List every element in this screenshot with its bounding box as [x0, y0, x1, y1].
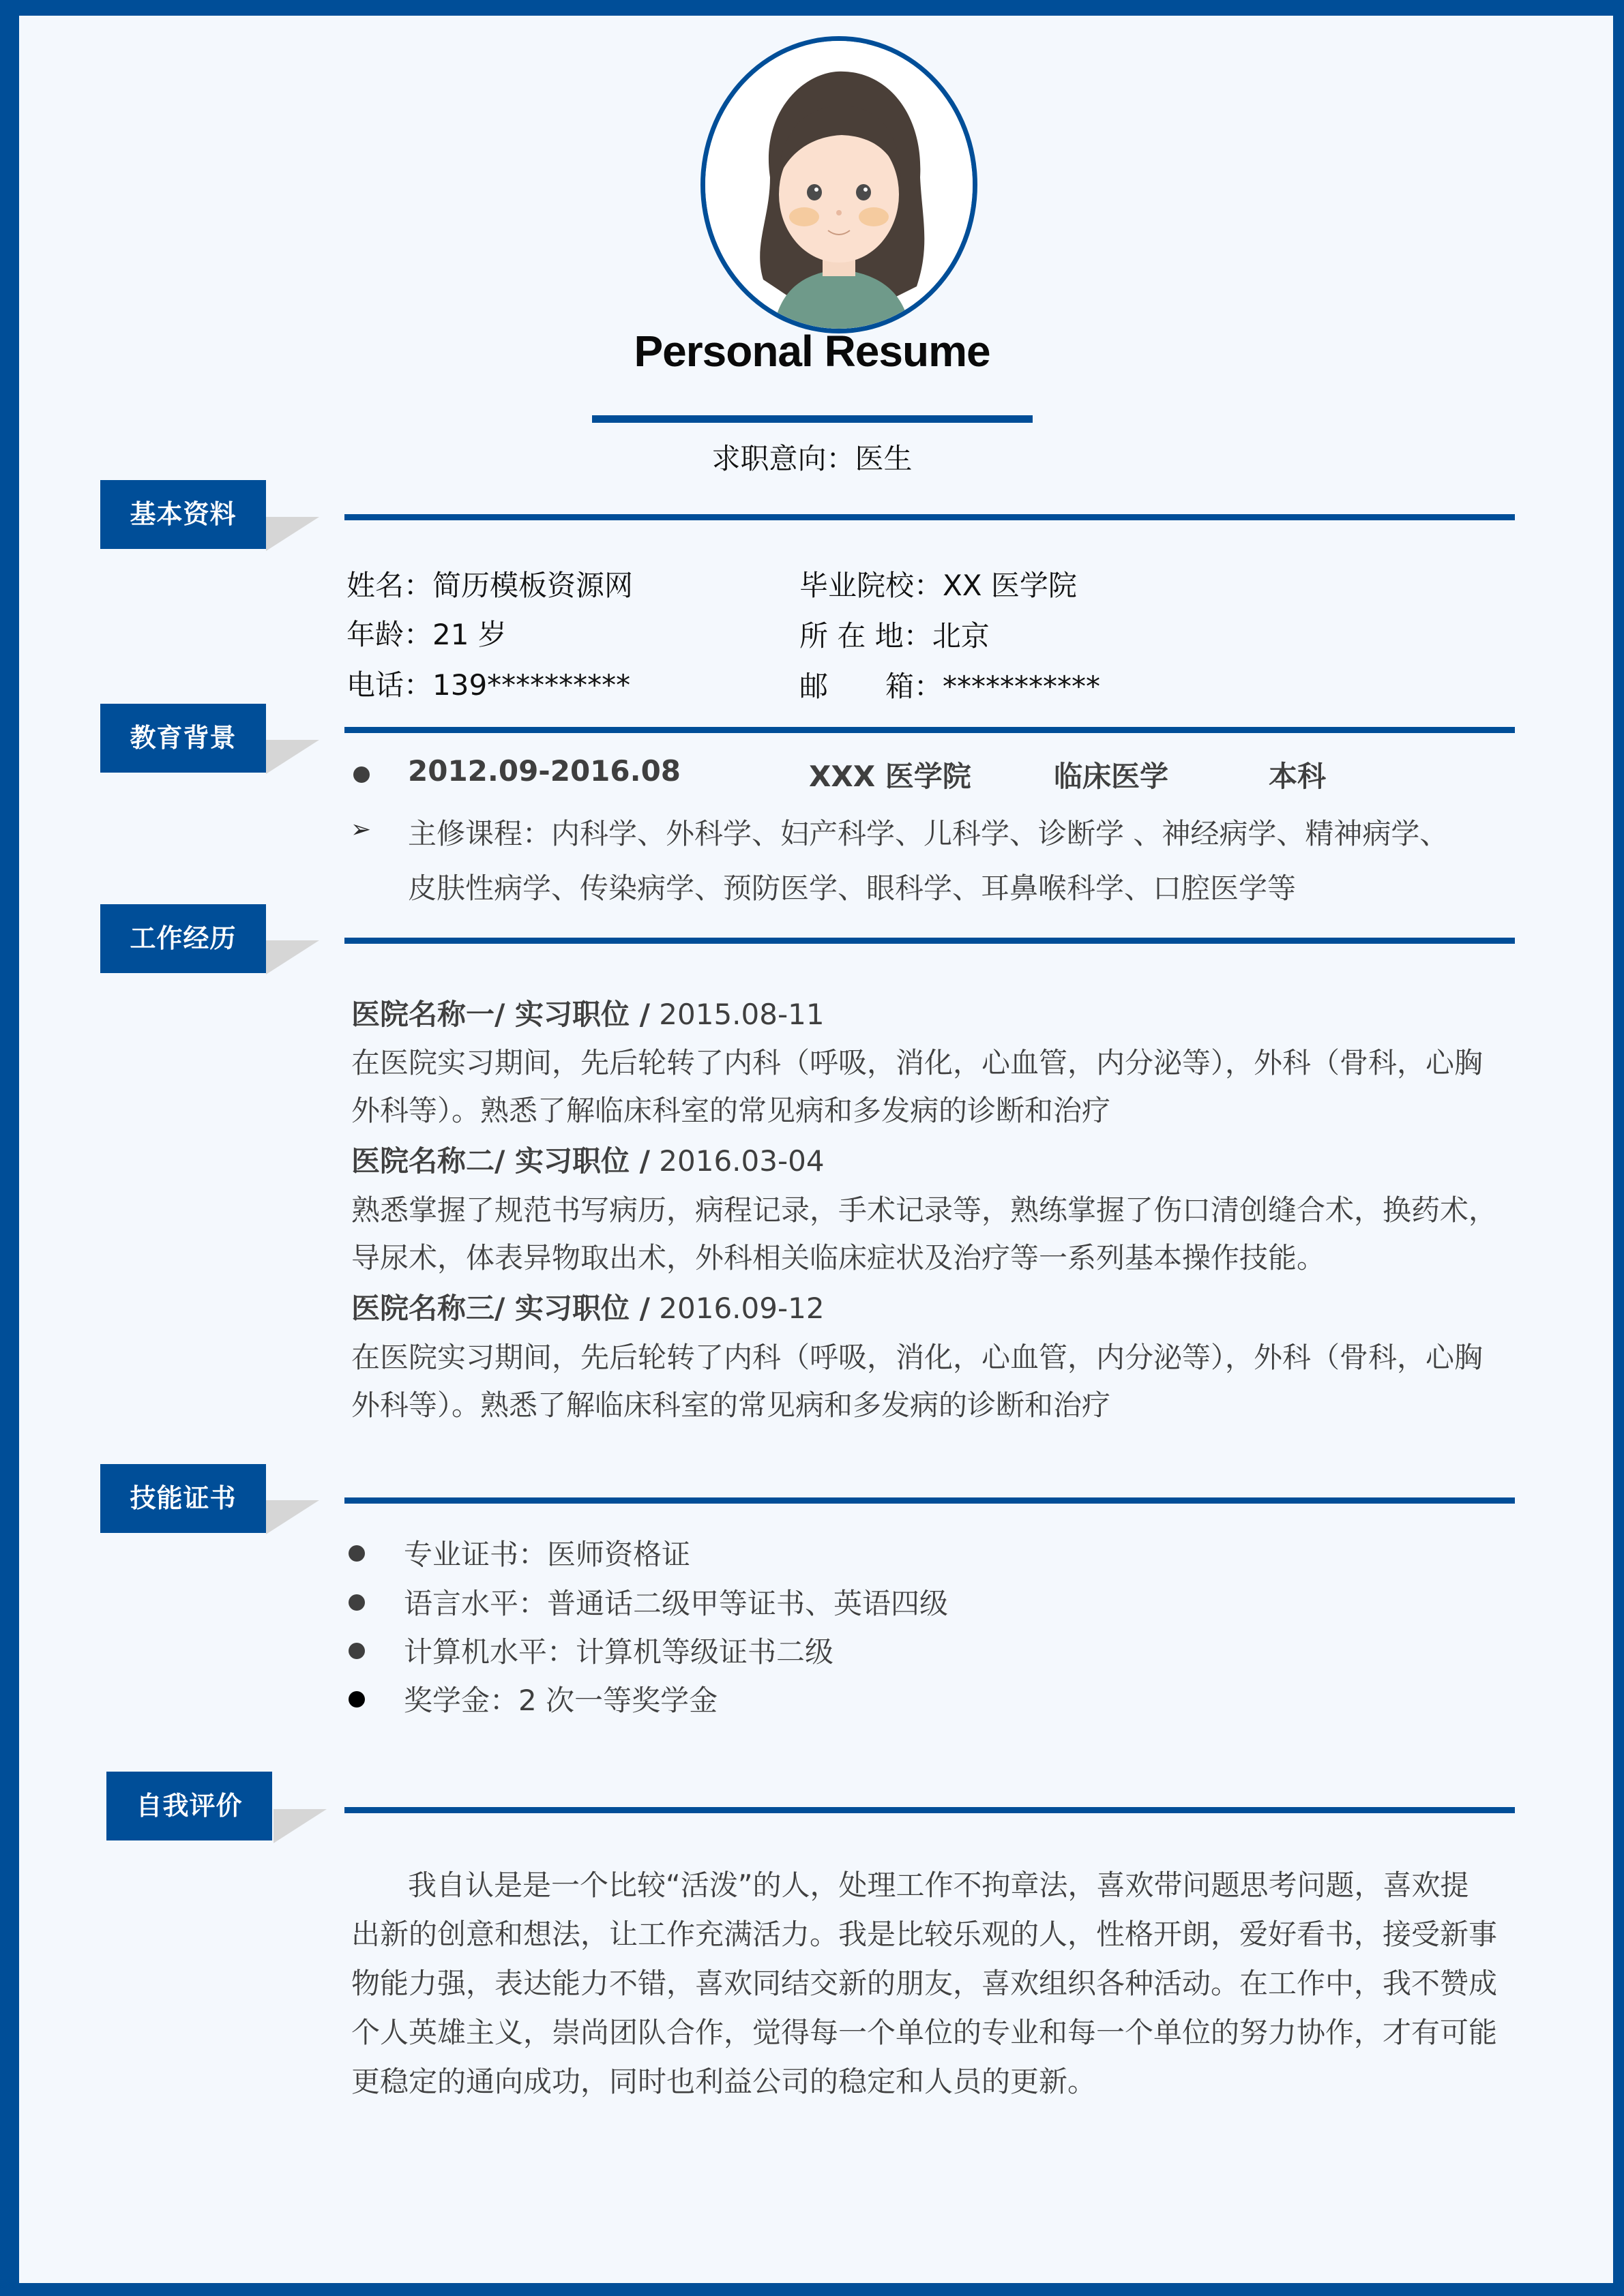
education-courses: 主修课程：内科学、外科学、妇产科学、儿科学、诊断学 、神经病学、精神病学、 [408, 817, 1449, 850]
skill-item: 计算机水平：计算机等级证书二级 [404, 1635, 834, 1669]
field-age: 年龄：21 岁 [346, 618, 507, 651]
section-tab-basic-info: 基本资料 [100, 480, 266, 549]
section-divider [344, 514, 1515, 520]
skill-item: 专业证书：医师资格证 [404, 1538, 691, 1571]
education-degree: 本科 [1269, 760, 1327, 793]
title-underline [592, 415, 1033, 423]
work-description: 在医院实习期间，先后轮转了内科（呼吸，消化，心血管，内分泌等），外科（骨科，心胸 [351, 1341, 1483, 1374]
skill-item: 语言水平：普通话二级甲等证书、英语四级 [404, 1587, 949, 1620]
work-description: 熟悉掌握了规范书写病历，病程记录，手术记录等，熟练掌握了伤口清创缝合术，换药术， [351, 1193, 1498, 1227]
education-major: 临床医学 [1054, 760, 1169, 793]
section-tab-self-evaluation: 自我评价 [106, 1772, 272, 1840]
self-evaluation-line: 更稳定的通向成功，同时也利益公司的稳定和人员的更新。 [351, 2065, 1097, 2098]
work-description-cont: 外科等）。熟悉了解临床科室的常见病和多发病的诊断和治疗 [351, 1094, 1111, 1127]
section-tab-skills: 技能证书 [100, 1464, 266, 1533]
bullet-icon [349, 1545, 365, 1562]
education-courses-cont: 皮肤性病学、传染病学、预防医学、眼科学、耳鼻喉科学、口腔医学等 [408, 871, 1297, 905]
self-evaluation-line: 个人英雄主义，崇尚团队合作，觉得每一个单位的专业和每一个单位的努力协作，才有可能 [351, 2016, 1498, 2049]
self-evaluation-line: 出新的创意和想法，让工作充满活力。我是比较乐观的人，性格开朗，爱好看书，接受新事 [351, 1918, 1498, 1951]
bullet-icon [353, 766, 370, 783]
bullet-icon [349, 1594, 365, 1611]
work-heading: 医院名称三/ 实习职位 / 2016.09-12 [351, 1292, 825, 1325]
section-divider [344, 1497, 1515, 1504]
bullet-icon [349, 1691, 365, 1708]
section-divider [344, 1807, 1515, 1813]
page-title: Personal Resume [634, 327, 990, 376]
arrow-bullet-icon: ➢ [351, 816, 372, 844]
field-name: 姓名：简历模板资源网 [346, 569, 634, 602]
education-school: XXX 医学院 [809, 760, 971, 793]
field-phone: 电话：139********** [346, 668, 631, 702]
avatar [700, 36, 977, 333]
education-period: 2012.09-2016.08 [408, 754, 681, 788]
section-divider [344, 938, 1515, 944]
avatar-portrait-icon [705, 41, 973, 329]
section-tab-work: 工作经历 [100, 904, 266, 973]
field-email: 邮 箱：*********** [799, 670, 1101, 703]
job-objective: 求职意向：医生 [711, 442, 913, 475]
self-evaluation-line: 我自认是是一个比较“活泼”的人，处理工作不拘章法，喜欢带问题思考问题，喜欢提 [408, 1868, 1469, 1902]
field-school: 毕业院校：XX 医学院 [799, 569, 1077, 602]
skill-item: 奖学金：2 次一等奖学金 [404, 1684, 718, 1717]
section-tab-education: 教育背景 [100, 704, 266, 773]
work-description: 在医院实习期间，先后轮转了内科（呼吸，消化，心血管，内分泌等），外科（骨科，心胸 [351, 1046, 1483, 1079]
work-heading: 医院名称二/ 实习职位 / 2016.03-04 [351, 1144, 825, 1178]
section-divider [344, 727, 1515, 733]
bullet-icon [349, 1643, 365, 1659]
work-heading: 医院名称一/ 实习职位 / 2015.08-11 [351, 998, 825, 1031]
self-evaluation-line: 物能力强，表达能力不错，喜欢同结交新的朋友，喜欢组织各种活动。在工作中，我不赞成 [351, 1967, 1498, 2000]
field-location: 所 在 地：北京 [799, 619, 990, 653]
work-description-cont: 导尿术，体表异物取出术，外科相关临床症状及治疗等一系列基本操作技能。 [351, 1241, 1326, 1274]
work-description-cont: 外科等）。熟悉了解临床科室的常见病和多发病的诊断和治疗 [351, 1388, 1111, 1422]
